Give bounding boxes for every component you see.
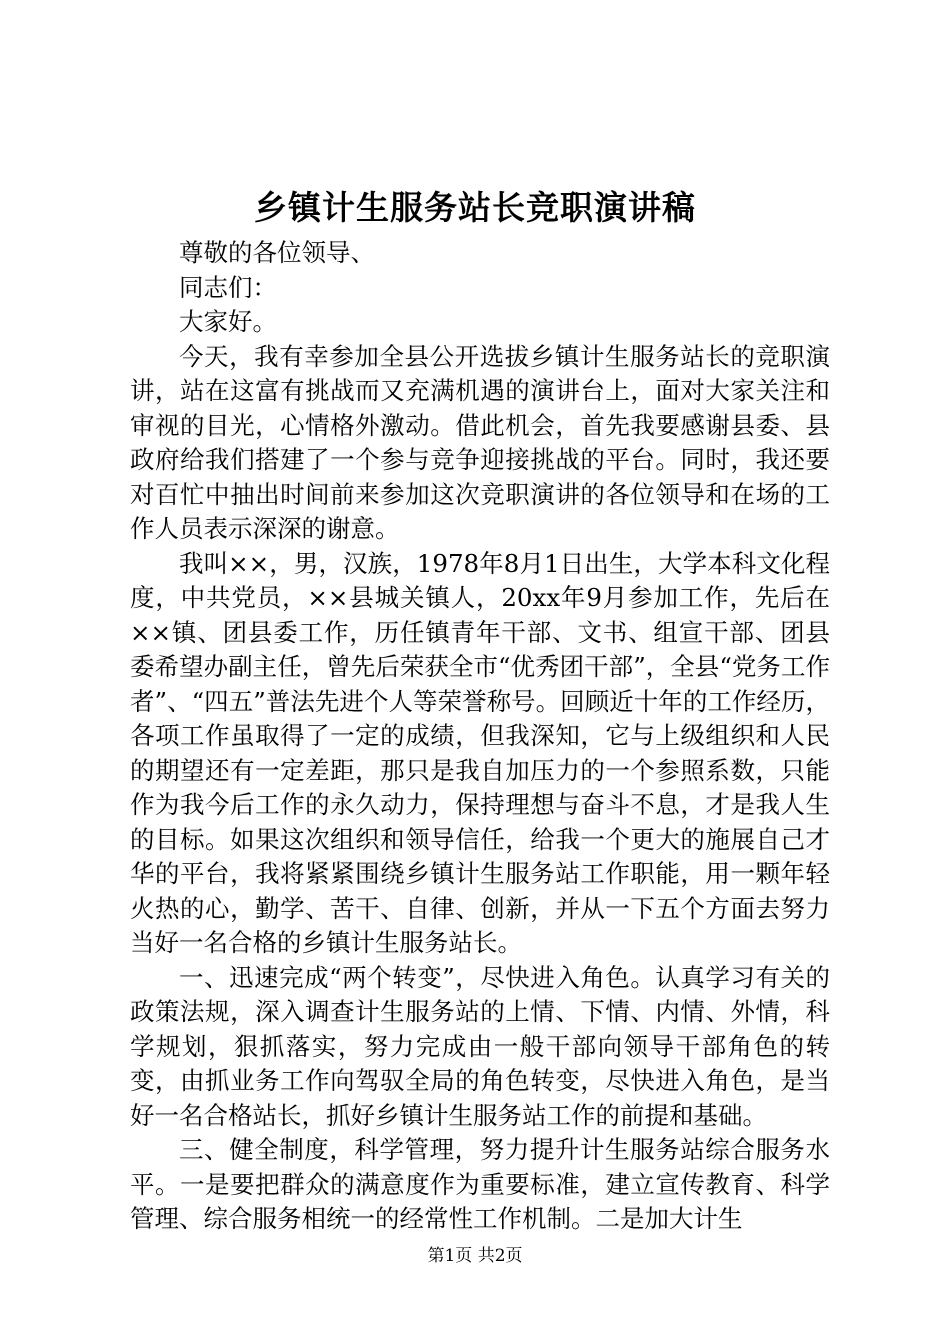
document-body bbox=[130, 236, 830, 1237]
paragraph-opening: 今天，我有幸参加全县公开选拔乡镇计生服务站长的竞职演讲，站在这富有挑战而又充满机遇的演讲台上，面对大家关注和审视的目光，心情格外激动。借此机会，首先我要感谢县委、县政府给我们搭建了一个参与竞争迎接挑战的平台。同时，我还要对百忙中抽出时间前来参加这次竞职演讲的各位领导和在场的工作人员表示深深的谢意。 bbox=[130, 341, 830, 543]
document-title: 乡镇计生服务站长竞职演讲稿 bbox=[254, 188, 696, 227]
paragraph-point-three: 三、健全制度，科学管理，努力提升计生服务站综合服务水平。一是要把群众的满意度作为重要标准，建立宣传教育、科学管理、综合服务相统一的经常性工作机制。二是加大计生 bbox=[130, 1135, 830, 1233]
salutation-comrades: 同志们： bbox=[179, 272, 277, 302]
paragraph-self-introduction: 我叫××，男，汉族，1978年8月1日出生，大学本科文化程度，中共党员，××县城关镇人，20xx年9月参加工作，先后在××镇、团县委工作，历任镇青年干部、文书、组宣干部、团县委希望办副主任，曾先后荣获全市“优秀团干部”，全县“党务工作者”、“四五”普法先进个人等荣誉称号。回顾近十年的工作经历，各项工作虽取得了一定的成绩，但我深知，它与上级组织和人民的期望还有一定差距，那只是我自加压力的一个参照系数，只能作为我今后工作的永久动力，保持理想与奋斗不息，才是我人生的目标。如果这次组织和领导信任，给我一个更大的施展自己才华的平台，我将紧紧围绕乡镇计生服务站工作职能，用一颗年轻火热的心，勤学、苦干、自律、创新，并从一下五个方面去努力当好一名合格的乡镇计生服务站长。 bbox=[130, 548, 830, 957]
paragraph-point-one: 一、迅速完成“两个转变”，尽快进入角色。认真学习有关的政策法规，深入调查计生服务站的上情、下情、内情、外情，科学规划，狠抓落实，努力完成由一般干部向领导干部角色的转变，由抓业务工作向驾驭全局的角色转变，尽快进入角色，是当好一名合格站长，抓好乡镇计生服务站工作的前提和基础。 bbox=[130, 962, 830, 1130]
greeting: 大家好。 bbox=[179, 307, 277, 336]
page-number-footer: 第1页 共2页 bbox=[427, 1246, 523, 1266]
salutation-leaders: 尊敬的各位领导、 bbox=[179, 238, 375, 267]
